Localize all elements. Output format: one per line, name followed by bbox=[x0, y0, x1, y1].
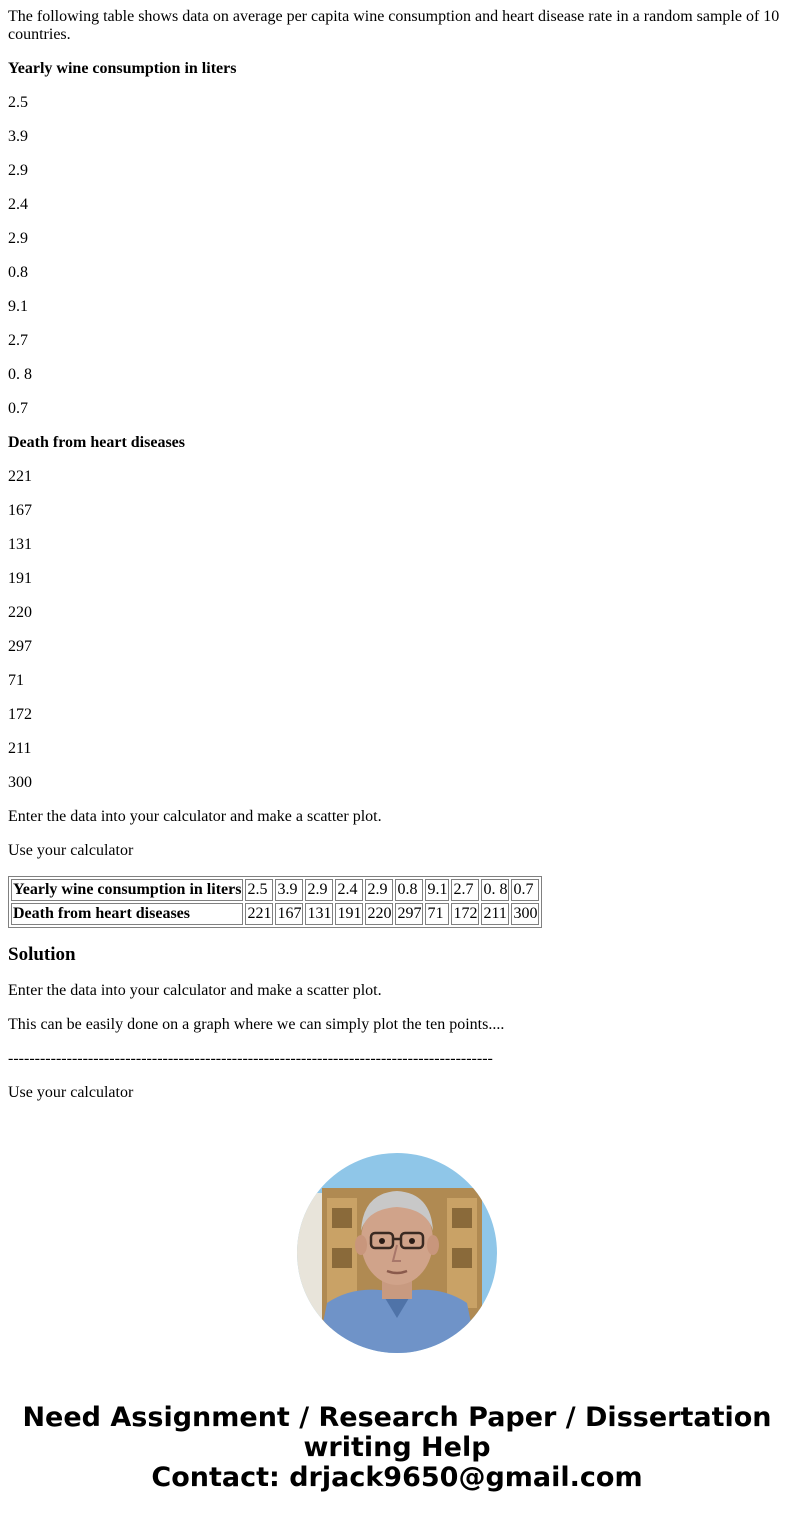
table-cell: 172 bbox=[451, 903, 479, 925]
table-cell: 0.7 bbox=[511, 879, 539, 901]
death-value: 220 bbox=[8, 604, 32, 621]
document-body bbox=[8, 8, 786, 1118]
death-heading: Death from heart diseases bbox=[8, 434, 186, 451]
death-value: 211 bbox=[8, 740, 32, 757]
wine-value: 0. 8 bbox=[8, 366, 32, 383]
wine-heading: Yearly wine consumption in liters bbox=[8, 60, 237, 77]
table-cell: 167 bbox=[275, 903, 303, 925]
death-value: 71 bbox=[8, 672, 24, 689]
table-cell: 2.9 bbox=[365, 879, 393, 901]
solution-line-plot: This can be easily done on a graph where we can simply plot the ten points.... bbox=[8, 1016, 505, 1033]
table-cell: 221 bbox=[245, 903, 273, 925]
solution-line-calculator: Use your calculator bbox=[8, 1084, 134, 1101]
table-cell: 220 bbox=[365, 903, 393, 925]
wine-values-list bbox=[8, 94, 786, 418]
table-row-header: Yearly wine consumption in liters bbox=[11, 879, 243, 901]
solution-divider: ------------------------------------------------------------------------------------------- bbox=[8, 1050, 493, 1067]
table-cell: 191 bbox=[335, 903, 363, 925]
author-avatar bbox=[297, 1153, 497, 1353]
table-cell: 3.9 bbox=[275, 879, 303, 901]
death-value: 300 bbox=[8, 774, 32, 791]
table-cell: 0. 8 bbox=[481, 879, 509, 901]
wine-value: 2.9 bbox=[8, 162, 28, 179]
intro-text: The following table shows data on average per capita wine consumption and heart disease rate in a random sample of 10 countries. bbox=[8, 8, 780, 43]
wine-value: 2.7 bbox=[8, 332, 28, 349]
wine-value: 9.1 bbox=[8, 298, 28, 315]
death-value: 221 bbox=[8, 468, 32, 485]
table-cell: 2.9 bbox=[305, 879, 333, 901]
wine-value: 2.4 bbox=[8, 196, 28, 213]
wine-value: 0.8 bbox=[8, 264, 28, 281]
table-cell: 2.5 bbox=[245, 879, 273, 901]
promo-line-assignment: Need Assignment / Research Paper / Dissertation bbox=[22, 1402, 772, 1433]
table-cell: 2.7 bbox=[451, 879, 479, 901]
death-value: 191 bbox=[8, 570, 32, 587]
table-cell: 2.4 bbox=[335, 879, 363, 901]
wine-value: 2.9 bbox=[8, 230, 28, 247]
table-row bbox=[11, 903, 539, 925]
table-row-header: Death from heart diseases bbox=[11, 903, 243, 925]
death-values-list bbox=[8, 468, 786, 792]
author-portrait-image bbox=[297, 1153, 497, 1353]
solution-line-scatter: Enter the data into your calculator and make a scatter plot. bbox=[8, 982, 382, 999]
table-cell: 71 bbox=[425, 903, 449, 925]
table-cell: 211 bbox=[481, 903, 509, 925]
death-value: 172 bbox=[8, 706, 32, 723]
promo-line-contact: Contact: drjack9650@gmail.com bbox=[151, 1462, 643, 1493]
death-value: 131 bbox=[8, 536, 32, 553]
table-cell: 300 bbox=[511, 903, 539, 925]
table-cell: 297 bbox=[395, 903, 423, 925]
instruction-calculator: Use your calculator bbox=[8, 842, 134, 859]
table-cell: 0.8 bbox=[395, 879, 423, 901]
table-row bbox=[11, 879, 539, 901]
wine-value: 3.9 bbox=[8, 128, 28, 145]
table-cell: 9.1 bbox=[425, 879, 449, 901]
solution-heading: Solution bbox=[8, 944, 76, 965]
instruction-scatter: Enter the data into your calculator and make a scatter plot. bbox=[8, 808, 382, 825]
wine-value: 2.5 bbox=[8, 94, 28, 111]
death-value: 297 bbox=[8, 638, 32, 655]
promo-line-help: writing Help bbox=[303, 1432, 491, 1463]
data-table bbox=[8, 876, 542, 928]
death-value: 167 bbox=[8, 502, 32, 519]
wine-value: 0.7 bbox=[8, 400, 28, 417]
promo-banner bbox=[0, 1403, 794, 1493]
table-cell: 131 bbox=[305, 903, 333, 925]
